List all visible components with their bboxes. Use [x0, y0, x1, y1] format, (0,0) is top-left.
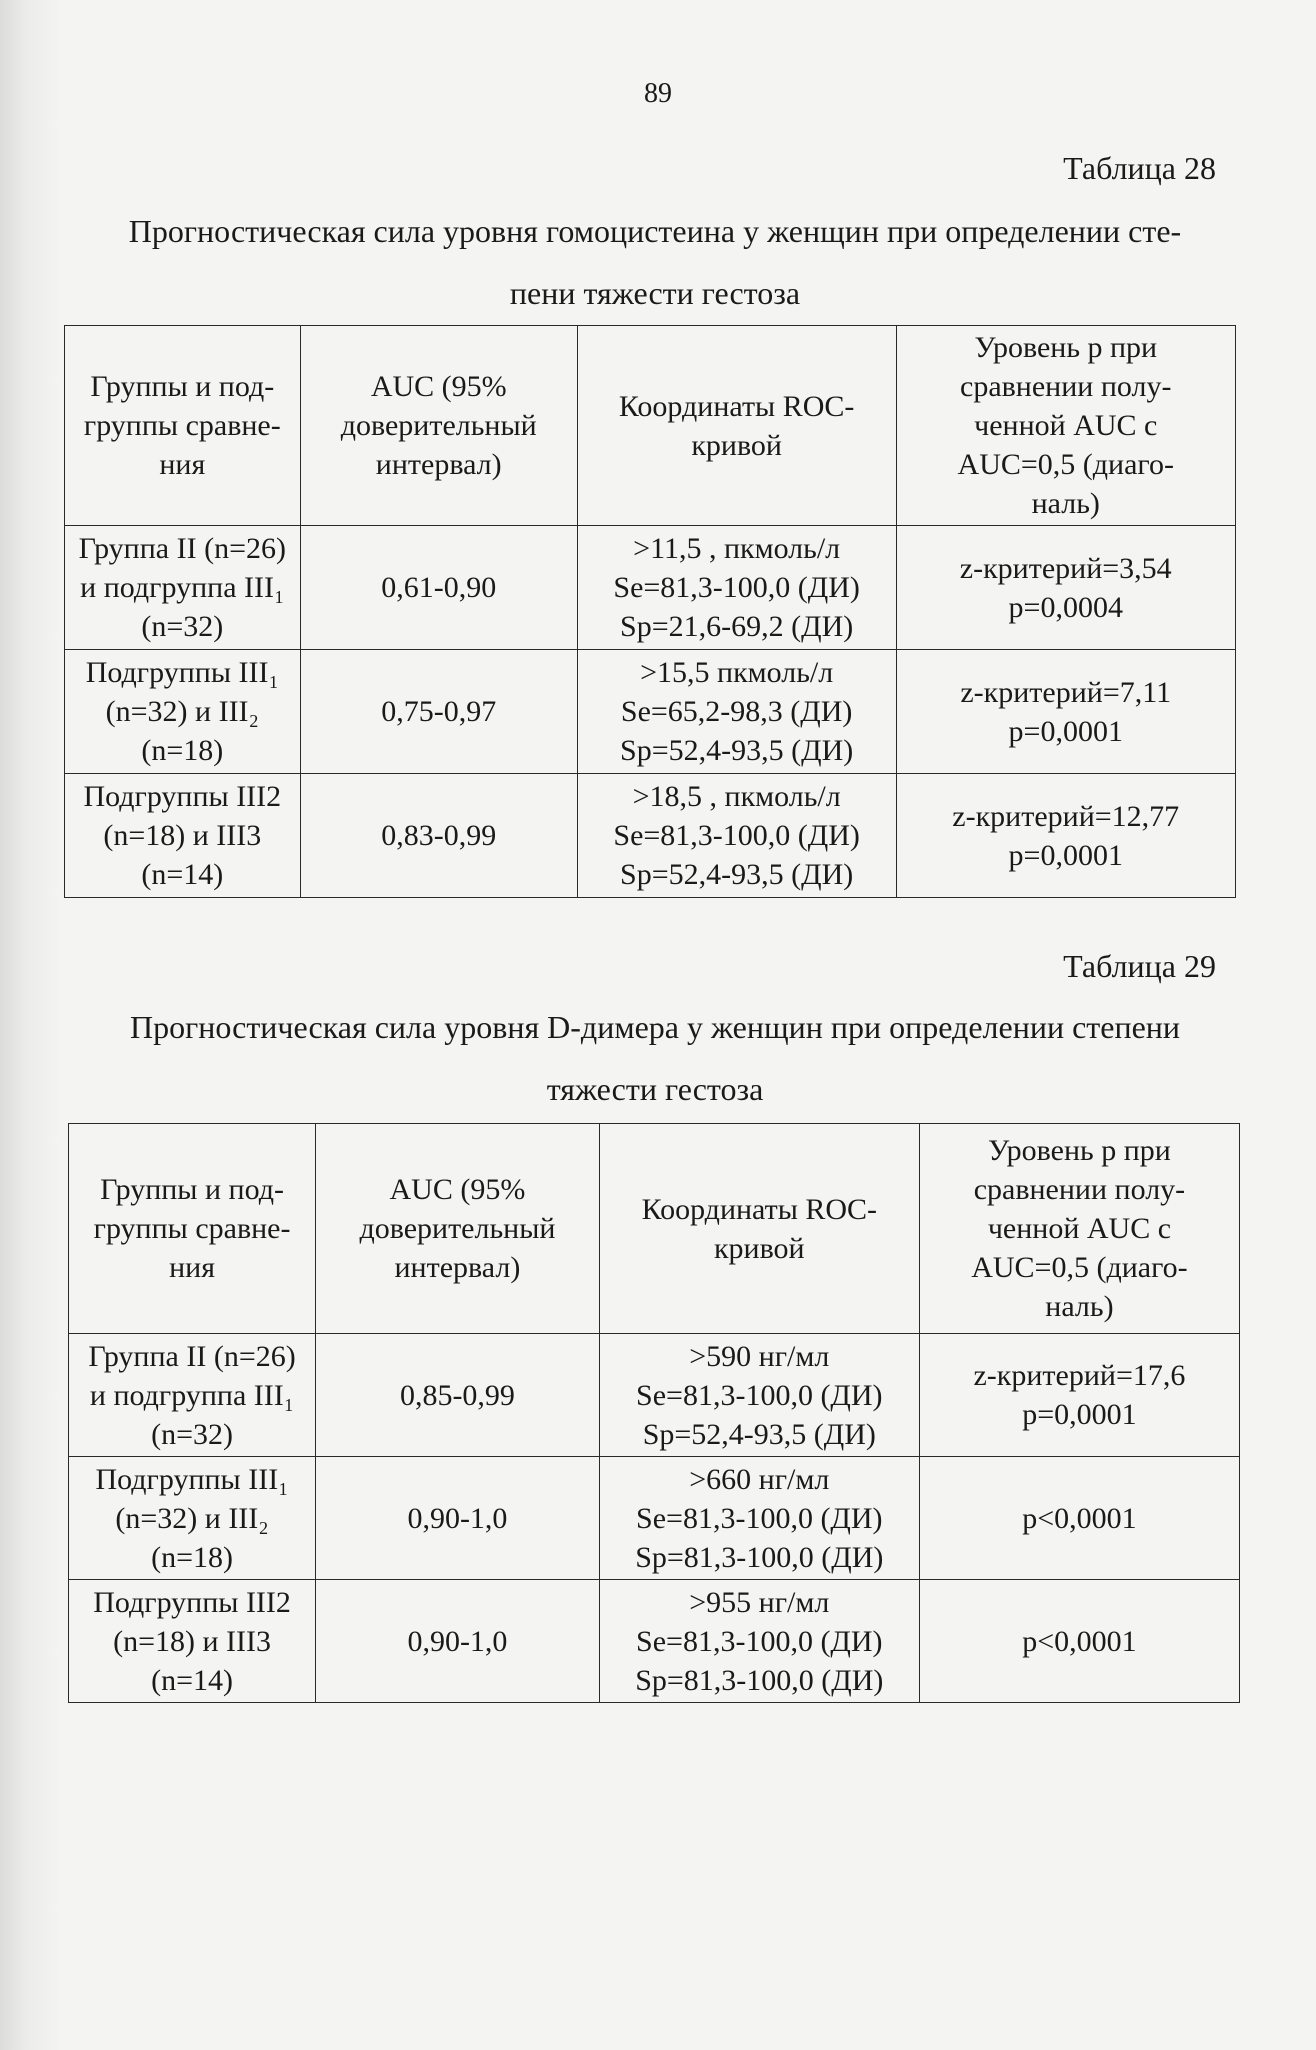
cell-line: p=0,0001 — [1008, 714, 1123, 748]
cell-p — [896, 650, 1236, 774]
cell-line: (n=32) — [151, 1417, 234, 1451]
cell-line: Sp=81,3-100,0 (ДИ) — [635, 1663, 884, 1697]
cell-line: Se=81,3-100,0 (ДИ) — [613, 571, 860, 604]
header-roc — [599, 1124, 919, 1334]
caption-line: Прогностическая сила уровня D-димера у женщин при определении степени — [129, 1009, 1181, 1045]
cell-roc — [599, 1580, 919, 1703]
header-auc — [300, 326, 577, 526]
header-groups — [65, 326, 301, 526]
header-line: Уровень p при — [974, 331, 1158, 364]
cell-line: z-критерий=12,77 — [952, 799, 1180, 833]
header-line: Координаты ROC- — [618, 389, 855, 423]
table-row — [65, 650, 1236, 774]
header-line: наль) — [1045, 1290, 1114, 1323]
cell-line: Подгруппы III2 — [83, 780, 282, 813]
cell-line: Sp=21,6-69,2 (ДИ) — [620, 610, 854, 643]
header-line: ния — [169, 1251, 216, 1284]
header-line: интервал) — [375, 448, 502, 481]
cell-group — [65, 650, 301, 774]
cell-line: Sp=52,4-93,5 (ДИ) — [620, 734, 854, 767]
table-29-caption — [80, 996, 1230, 1120]
cell-line: (n=18) — [141, 734, 224, 767]
cell-roc — [577, 650, 896, 774]
cell-auc: 0,83-0,99 — [300, 774, 577, 898]
header-line: AUC=0,5 (диаго- — [971, 1251, 1188, 1284]
cell-auc: 0,90-1,0 — [316, 1457, 600, 1580]
cell-line: Группа II (n=26) — [78, 532, 286, 565]
cell-line: (n=32) и III₂ — [115, 1501, 269, 1535]
header-line: ченной AUC с — [974, 409, 1158, 442]
cell-line: Группа II (n=26) — [88, 1339, 296, 1373]
table-28-caption — [80, 200, 1230, 324]
cell-line: (n=18) и III3 — [103, 819, 262, 852]
cell-line: >955 нг/мл — [689, 1585, 830, 1619]
cell-line: Se=81,3-100,0 (ДИ) — [636, 1378, 883, 1412]
cell-group — [65, 774, 301, 898]
cell-line: z-критерий=3,54 — [959, 551, 1172, 585]
cell-auc: 0,85-0,99 — [316, 1334, 600, 1457]
cell-line: Подгруппы III2 — [93, 1585, 291, 1619]
caption-line: тяжести гестоза — [546, 1071, 764, 1107]
cell-line: p=0,0004 — [1008, 590, 1123, 624]
header-line: доверительный — [359, 1212, 556, 1245]
cell-line: Подгруппы III₁ — [85, 656, 279, 689]
cell-p — [919, 1580, 1239, 1703]
cell-roc — [577, 774, 896, 898]
cell-roc — [599, 1334, 919, 1457]
cell-line: и подгруппа III₁ — [80, 571, 285, 604]
cell-line: z-критерий=17,6 — [973, 1359, 1186, 1392]
table-row — [65, 526, 1236, 650]
header-line: Группы и под- — [100, 1173, 284, 1206]
header-line: AUC=0,5 (диаго- — [957, 448, 1174, 481]
table-29-label: Таблица 29 — [1063, 948, 1216, 984]
page-number: 89 — [644, 78, 672, 109]
header-line: Координаты ROC- — [641, 1192, 878, 1226]
cell-line: >18,5 , пкмоль/л — [632, 780, 841, 813]
header-line: группы сравне- — [93, 1212, 291, 1245]
header-line: AUC (95% — [389, 1173, 526, 1206]
header-line: сравнении полу- — [960, 370, 1172, 403]
cell-auc: 0,61-0,90 — [300, 526, 577, 650]
header-p-level — [896, 326, 1236, 526]
header-line: AUC (95% — [370, 370, 507, 403]
cell-line: (n=14) — [141, 858, 224, 891]
cell-line: p<0,0001 — [1022, 1501, 1137, 1535]
caption-line: пени тяжести гестоза — [509, 275, 801, 311]
cell-line: p=0,0001 — [1022, 1398, 1137, 1431]
cell-line: Sp=81,3-100,0 (ДИ) — [635, 1540, 884, 1574]
header-p-level — [919, 1124, 1239, 1334]
table-28-label: Таблица 28 — [1063, 150, 1216, 186]
header-line: Группы и под- — [90, 370, 275, 403]
table-row — [65, 774, 1236, 898]
cell-roc — [577, 526, 896, 650]
cell-roc — [599, 1457, 919, 1580]
cell-group — [69, 1580, 316, 1703]
cell-line: (n=14) — [151, 1663, 234, 1697]
cell-line: (n=32) и III₂ — [105, 695, 260, 728]
cell-line: >11,5 , пкмоль/л — [633, 532, 841, 565]
cell-line: Подгруппы III₁ — [95, 1462, 289, 1496]
table-header-row — [69, 1124, 1240, 1334]
cell-line: p<0,0001 — [1022, 1624, 1137, 1658]
header-line: доверительный — [340, 409, 537, 442]
header-groups — [69, 1124, 316, 1334]
header-line: ченной AUC с — [987, 1212, 1172, 1245]
cell-line: Sp=52,4-93,5 (ДИ) — [642, 1417, 876, 1451]
cell-line: Se=81,3-100,0 (ДИ) — [636, 1624, 883, 1658]
header-line: группы сравне- — [83, 409, 281, 442]
cell-line: (n=32) — [141, 610, 224, 643]
table-row — [69, 1580, 1240, 1703]
cell-group — [69, 1457, 316, 1580]
cell-line: Se=65,2-98,3 (ДИ) — [620, 695, 853, 728]
cell-line: Se=81,3-100,0 (ДИ) — [613, 819, 860, 852]
header-line: ния — [159, 448, 206, 481]
header-auc — [316, 1124, 600, 1334]
cell-auc: 0,75-0,97 — [300, 650, 577, 774]
header-roc — [577, 326, 896, 526]
table-29 — [68, 1123, 1240, 1703]
cell-line: >660 нг/мл — [689, 1462, 830, 1496]
cell-line: Se=81,3-100,0 (ДИ) — [636, 1501, 883, 1535]
page-edge-shadow — [0, 0, 60, 2050]
header-line: Уровень p при — [988, 1134, 1171, 1167]
header-line: сравнении полу- — [973, 1173, 1186, 1206]
cell-p — [896, 774, 1236, 898]
cell-line: (n=18) и III3 — [113, 1624, 272, 1658]
cell-line: p=0,0001 — [1008, 838, 1123, 872]
cell-p — [919, 1457, 1239, 1580]
header-line: кривой — [713, 1231, 805, 1265]
header-line: кривой — [691, 428, 782, 462]
caption-line: Прогностическая сила уровня гомоцистеина у женщин при определении сте- — [128, 213, 1182, 249]
table-row — [69, 1334, 1240, 1457]
cell-line: и подгруппа III₁ — [89, 1378, 295, 1412]
table-row — [69, 1457, 1240, 1580]
table-header-row — [65, 326, 1236, 526]
cell-p — [919, 1334, 1239, 1457]
cell-p — [896, 526, 1236, 650]
cell-line: (n=18) — [151, 1540, 234, 1574]
header-line: интервал) — [394, 1251, 521, 1284]
header-line: наль) — [1031, 487, 1100, 520]
cell-line: Sp=52,4-93,5 (ДИ) — [620, 858, 854, 891]
cell-group — [65, 526, 301, 650]
cell-line: >590 нг/мл — [689, 1339, 830, 1373]
cell-auc: 0,90-1,0 — [316, 1580, 600, 1703]
cell-group — [69, 1334, 316, 1457]
cell-line: z-критерий=7,11 — [960, 675, 1172, 709]
table-28 — [64, 325, 1236, 898]
cell-line: >15,5 пкмоль/л — [640, 656, 834, 689]
